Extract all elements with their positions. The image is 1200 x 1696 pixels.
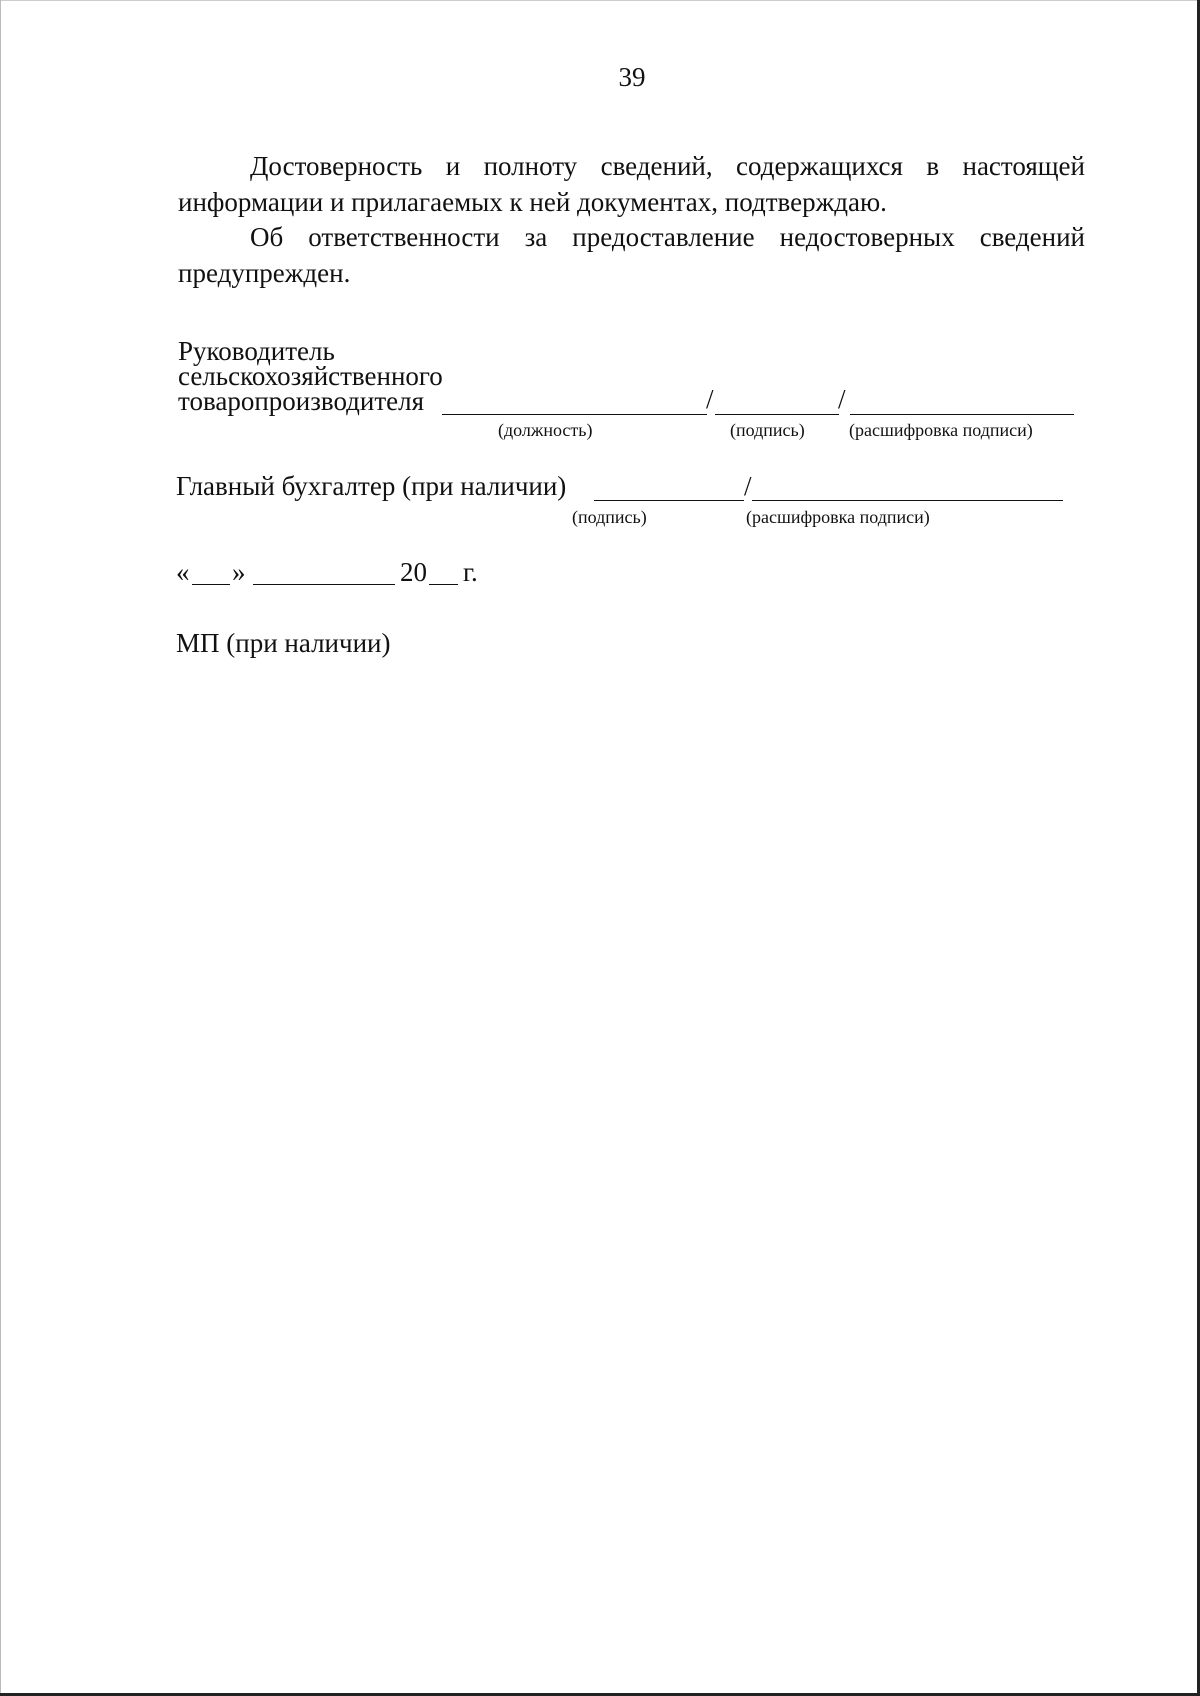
- head-label-line: сельскохозяйственного: [178, 361, 443, 391]
- page-left-edge: [0, 0, 1, 1696]
- date-month-blank-line: [253, 584, 395, 585]
- page-number: 39: [618, 62, 646, 92]
- declaration-line: информации и прилагаемых к ней документах, подтверждаю.: [178, 187, 887, 217]
- page-top-edge: [0, 0, 1200, 1]
- accountant-caption-signature: (подпись): [572, 507, 647, 527]
- date-year-suffix: г.: [463, 557, 478, 587]
- separator-slash: /: [744, 471, 752, 501]
- date-day-blank-line: [192, 584, 230, 585]
- stamp-label: МП (при наличии): [176, 628, 391, 658]
- responsibility-line: предупрежден.: [178, 258, 351, 288]
- caption-position: (должность): [498, 420, 593, 440]
- declaration-paragraph: [178, 148, 1085, 220]
- date-close-quote: »: [232, 557, 246, 587]
- accountant-signature-blank-line: [594, 500, 744, 501]
- responsibility-line: Об ответственности за предоставление недостоверных сведений: [250, 222, 1085, 252]
- caption-signature: (подпись): [730, 420, 805, 440]
- accountant-caption-decoding: (расшифровка подписи): [746, 507, 930, 527]
- accountant-decoding-blank-line: [752, 500, 1063, 501]
- head-label-line: Руководитель: [178, 336, 335, 366]
- decoding-blank-line: [850, 414, 1074, 415]
- date-year-blank-line: [429, 584, 458, 585]
- declaration-line: Достоверность и полноту сведений, содержащихся в настоящей: [250, 151, 1085, 181]
- position-blank-line: [442, 414, 707, 415]
- responsibility-paragraph: [178, 219, 1085, 291]
- separator-slash: /: [838, 384, 846, 414]
- date-open-quote: «: [176, 557, 190, 587]
- separator-slash: /: [706, 384, 714, 414]
- accountant-label: Главный бухгалтер (при наличии): [176, 471, 567, 501]
- signature-blank-line: [715, 414, 839, 415]
- head-label-line: товаропроизводителя: [178, 386, 425, 416]
- date-year-prefix: 20: [400, 557, 427, 587]
- caption-decoding: (расшифровка подписи): [849, 420, 1033, 440]
